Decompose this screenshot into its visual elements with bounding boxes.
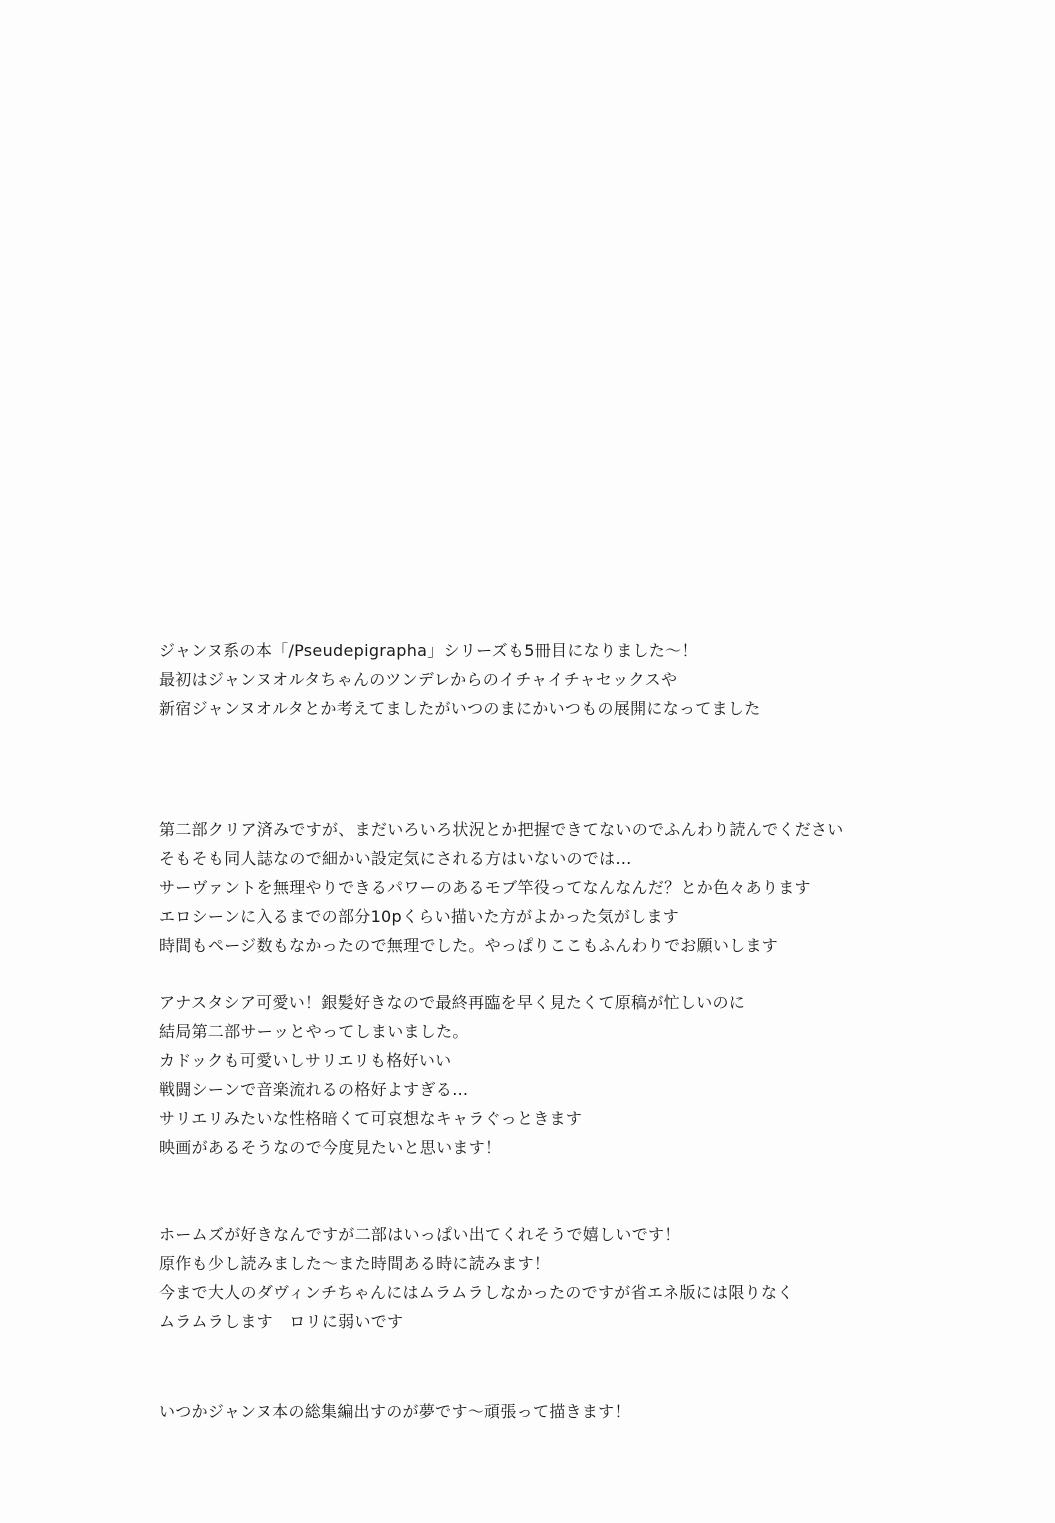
text-line: いつかジャンヌ本の総集編出すのが夢です〜頑張って描きます！ [159,1402,631,1421]
text-line: 第二部クリア済みですが、まだいろいろ状況とか把握できてないのでふんわり読んでください [159,820,844,839]
text-line: ホームズが好きなんですが二部はいっぱい出てくれそうで嬉しいです！ [159,1225,681,1244]
text-line: そもそも同人誌なので細かい設定気にされる方はいないのでは… [159,849,632,868]
text-line: 結局第二部サーッとやってしまいました。 [159,1022,469,1041]
text-line: 映画があるそうなので今度見たいと思います！ [159,1138,502,1157]
afterword-paragraph [159,988,1019,1162]
afterword-paragraph [159,1220,1019,1336]
afterword-paragraph [159,815,1019,960]
text-line: 戦闘シーンで音楽流れるの格好よすぎる… [159,1080,469,1099]
text-line: サリエリみたいな性格暗くて可哀想なキャラぐっときます [159,1109,583,1128]
text-line: カドックも可愛いしサリエリも格好いい [159,1051,452,1070]
text-line: 新宿ジャンヌオルタとか考えてましたがいつのまにかいつもの展開になってました [159,699,761,718]
afterword-paragraph [159,1397,1019,1426]
text-line: ジャンヌ系の本「/Pseudepigrapha」シリーズも5冊目になりました〜！ [159,641,698,660]
afterword-paragraph [159,636,1019,723]
text-line: サーヴァントを無理やりできるパワーのあるモブ竿役ってなんなんだ？とか色々あります [159,878,811,897]
text-line: エロシーンに入るまでの部分10pくらい描いた方がよかった気がします [159,907,680,926]
text-line: ムラムラします ロリに弱いです [159,1312,404,1331]
text-line: 原作も少し読みました〜また時間ある時に読みます！ [159,1254,551,1273]
text-line: 今まで大人のダヴィンチちゃんにはムラムラしなかったのですが省エネ版には限りなく [159,1283,794,1302]
text-line: 最初はジャンヌオルタちゃんのツンデレからのイチャイチャセックスや [159,670,678,689]
text-line: アナスタシア可愛い！銀髪好きなので最終再臨を早く見たくて原稿が忙しいのに [159,993,746,1012]
text-line: 時間もページ数もなかったので無理でした。やっぱりここもふんわりでお願いします [159,936,779,955]
